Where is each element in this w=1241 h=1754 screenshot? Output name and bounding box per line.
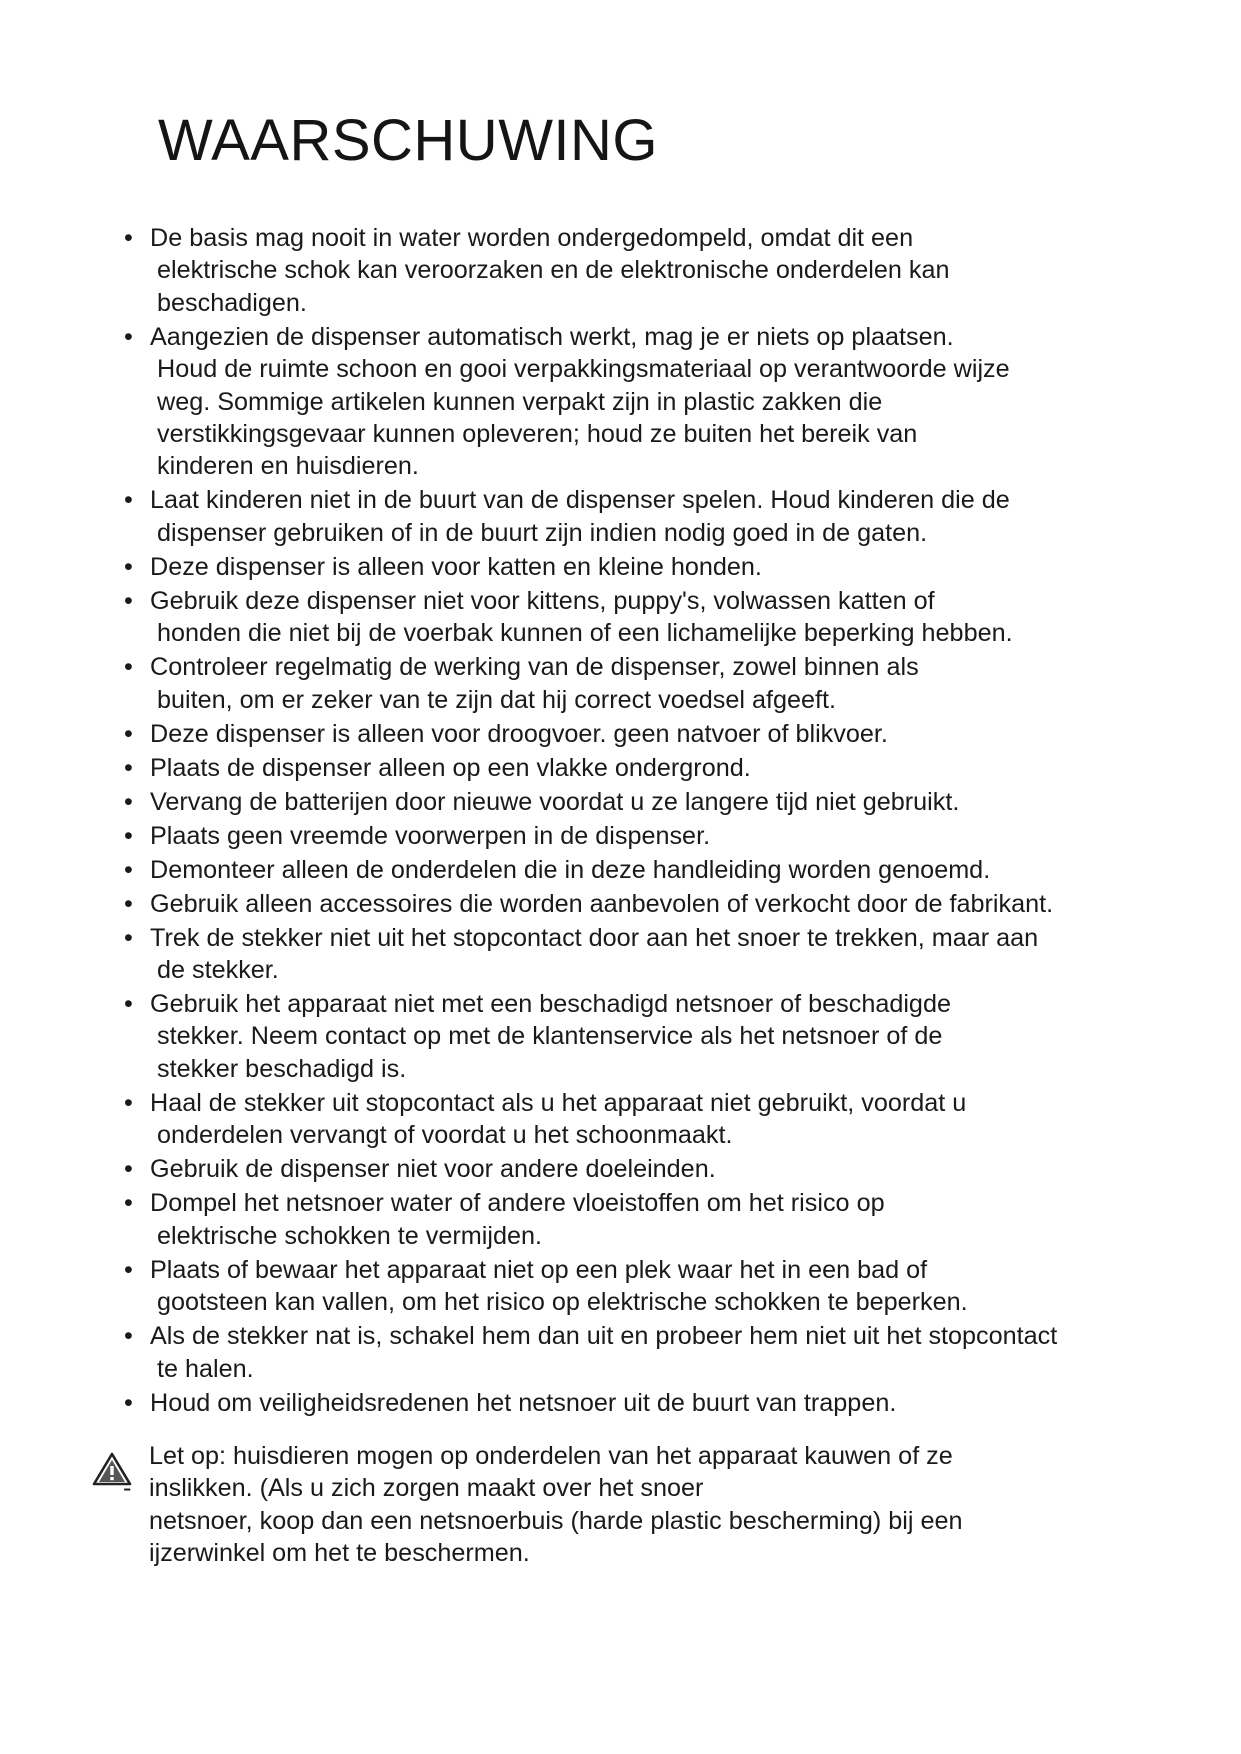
- bullet-icon: •: [124, 821, 133, 850]
- bullet-icon: •: [124, 889, 133, 918]
- list-item: [124, 321, 1204, 483]
- list-item-line: beschadigen.: [157, 288, 307, 317]
- bullet-icon: •: [124, 1189, 133, 1218]
- list-item-line: stekker beschadigd is.: [157, 1054, 407, 1083]
- note-line: inslikken. (Als u zich zorgen maakt over het snoer: [149, 1474, 704, 1503]
- list-item: [124, 786, 1204, 818]
- bullet-icon: •: [124, 1388, 133, 1417]
- list-item: [124, 988, 1204, 1085]
- bullet-icon: •: [124, 224, 133, 252]
- bullet-icon: •: [124, 1322, 133, 1351]
- warning-list: [124, 222, 1204, 1421]
- bullet-icon: •: [124, 787, 133, 816]
- bullet-icon: •: [124, 855, 133, 884]
- bullet-icon: •: [124, 322, 133, 351]
- list-item-line: Trek de stekker niet uit het stopcontact door aan het snoer te trekken, maar aan: [150, 923, 1039, 952]
- list-item-line: Laat kinderen niet in de buurt van de dispenser spelen. Houd kinderen die de: [150, 486, 1010, 515]
- list-item: [124, 484, 1204, 549]
- list-item: [124, 752, 1204, 784]
- list-item: [124, 820, 1204, 852]
- list-item: [124, 222, 1204, 319]
- list-item-line: onderdelen vervangt of voordat u het schoonmaakt.: [157, 1121, 733, 1150]
- list-item-line: elektrische schokken te vermijden.: [157, 1221, 542, 1250]
- list-item: [124, 1153, 1204, 1185]
- bullet-icon: •: [124, 653, 133, 682]
- list-item: [124, 551, 1204, 583]
- note-dash: -: [123, 1474, 132, 1502]
- list-item: [124, 718, 1204, 750]
- list-item-line: Gebruik deze dispenser niet voor kittens, puppy's, volwassen katten of: [150, 586, 935, 615]
- list-item-line: Plaats de dispenser alleen op een vlakke ondergrond.: [150, 753, 751, 782]
- bullet-icon: •: [124, 719, 133, 748]
- bullet-icon: •: [124, 586, 133, 615]
- list-item: [124, 1187, 1204, 1252]
- list-item: [124, 1087, 1204, 1152]
- list-item-line: stekker. Neem contact op met de klantenservice als het netsnoer of de: [157, 1022, 943, 1051]
- list-item: [124, 585, 1204, 650]
- list-item: [124, 922, 1204, 987]
- note-line: netsnoer, koop dan een netsnoerbuis (harde plastic bescherming) bij een: [149, 1506, 963, 1535]
- list-item: [124, 854, 1204, 886]
- bullet-icon: •: [124, 1088, 133, 1117]
- caution-note: [92, 1440, 1212, 1570]
- bullet-icon: •: [124, 923, 133, 952]
- list-item-line: de stekker.: [157, 956, 279, 985]
- list-item-line: Houd om veiligheidsredenen het netsnoer uit de buurt van trappen.: [150, 1388, 897, 1417]
- list-item-line: Deze dispenser is alleen voor katten en kleine honden.: [150, 552, 762, 581]
- list-item-line: Houd de ruimte schoon en gooi verpakkingsmateriaal op verantwoorde wijze: [157, 355, 1010, 384]
- note-text: [149, 1440, 1212, 1570]
- list-item-line: dispenser gebruiken of in de buurt zijn indien nodig goed in de gaten.: [157, 518, 928, 547]
- list-item-line: Plaats geen vreemde voorwerpen in de dispenser.: [150, 821, 711, 850]
- list-item: [124, 651, 1204, 716]
- bullet-icon: •: [124, 1155, 133, 1184]
- note-line: Let op: huisdieren mogen op onderdelen van het apparaat kauwen of ze: [149, 1442, 953, 1470]
- list-item-line: honden die niet bij de voerbak kunnen of een lichamelijke beperking hebben.: [157, 619, 1013, 648]
- list-item-line: te halen.: [157, 1354, 254, 1383]
- list-item: [124, 1387, 1204, 1419]
- list-item-line: Aangezien de dispenser automatisch werkt, mag je er niets op plaatsen.: [150, 322, 954, 351]
- list-item: [124, 1320, 1204, 1385]
- list-item-line: verstikkingsgevaar kunnen opleveren; houd ze buiten het bereik van: [157, 420, 918, 449]
- list-item-line: Dompel het netsnoer water of andere vloeistoffen om het risico op: [150, 1189, 885, 1218]
- bullet-icon: •: [124, 990, 133, 1019]
- list-item-line: Gebruik alleen accessoires die worden aanbevolen of verkocht door de fabrikant.: [150, 889, 1054, 918]
- list-item-line: Haal de stekker uit stopcontact als u het apparaat niet gebruikt, voordat u: [150, 1088, 967, 1117]
- list-item-line: De basis mag nooit in water worden ondergedompeld, omdat dit een: [150, 224, 914, 252]
- list-item: [124, 888, 1204, 920]
- list-item-line: weg. Sommige artikelen kunnen verpakt zijn in plastic zakken die: [157, 387, 883, 416]
- list-item-line: Deze dispenser is alleen voor droogvoer. geen natvoer of blikvoer.: [150, 719, 888, 748]
- bullet-icon: •: [124, 486, 133, 515]
- list-item-line: buiten, om er zeker van te zijn dat hij correct voedsel afgeeft.: [157, 685, 837, 714]
- list-item: [124, 1254, 1204, 1319]
- list-item-line: Vervang de batterijen door nieuwe voordat u ze langere tijd niet gebruikt.: [150, 787, 960, 816]
- bullet-icon: •: [124, 552, 133, 581]
- list-item-line: Gebruik het apparaat niet met een beschadigd netsnoer of beschadigde: [150, 990, 951, 1019]
- list-item-line: kinderen en huisdieren.: [157, 452, 419, 481]
- note-line: ijzerwinkel om het te beschermen.: [149, 1539, 530, 1568]
- list-item-line: Gebruik de dispenser niet voor andere doeleinden.: [150, 1155, 716, 1184]
- list-item-line: gootsteen kan vallen, om het risico op elektrische schokken te beperken.: [157, 1288, 968, 1317]
- bullet-icon: •: [124, 1255, 133, 1284]
- bullet-icon: •: [124, 753, 133, 782]
- list-item-line: Als de stekker nat is, schakel hem dan uit en probeer hem niet uit het stopcontact: [150, 1322, 1058, 1351]
- list-item-line: Plaats of bewaar het apparaat niet op een plek waar het in een bad of: [150, 1255, 928, 1284]
- list-item-line: Controleer regelmatig de werking van de dispenser, zowel binnen als: [150, 653, 919, 682]
- page-title: WAARSCHUWING: [158, 108, 659, 173]
- list-item-line: elektrische schok kan veroorzaken en de elektronische onderdelen kan: [157, 256, 950, 285]
- list-item-line: Demonteer alleen de onderdelen die in deze handleiding worden genoemd.: [150, 855, 991, 884]
